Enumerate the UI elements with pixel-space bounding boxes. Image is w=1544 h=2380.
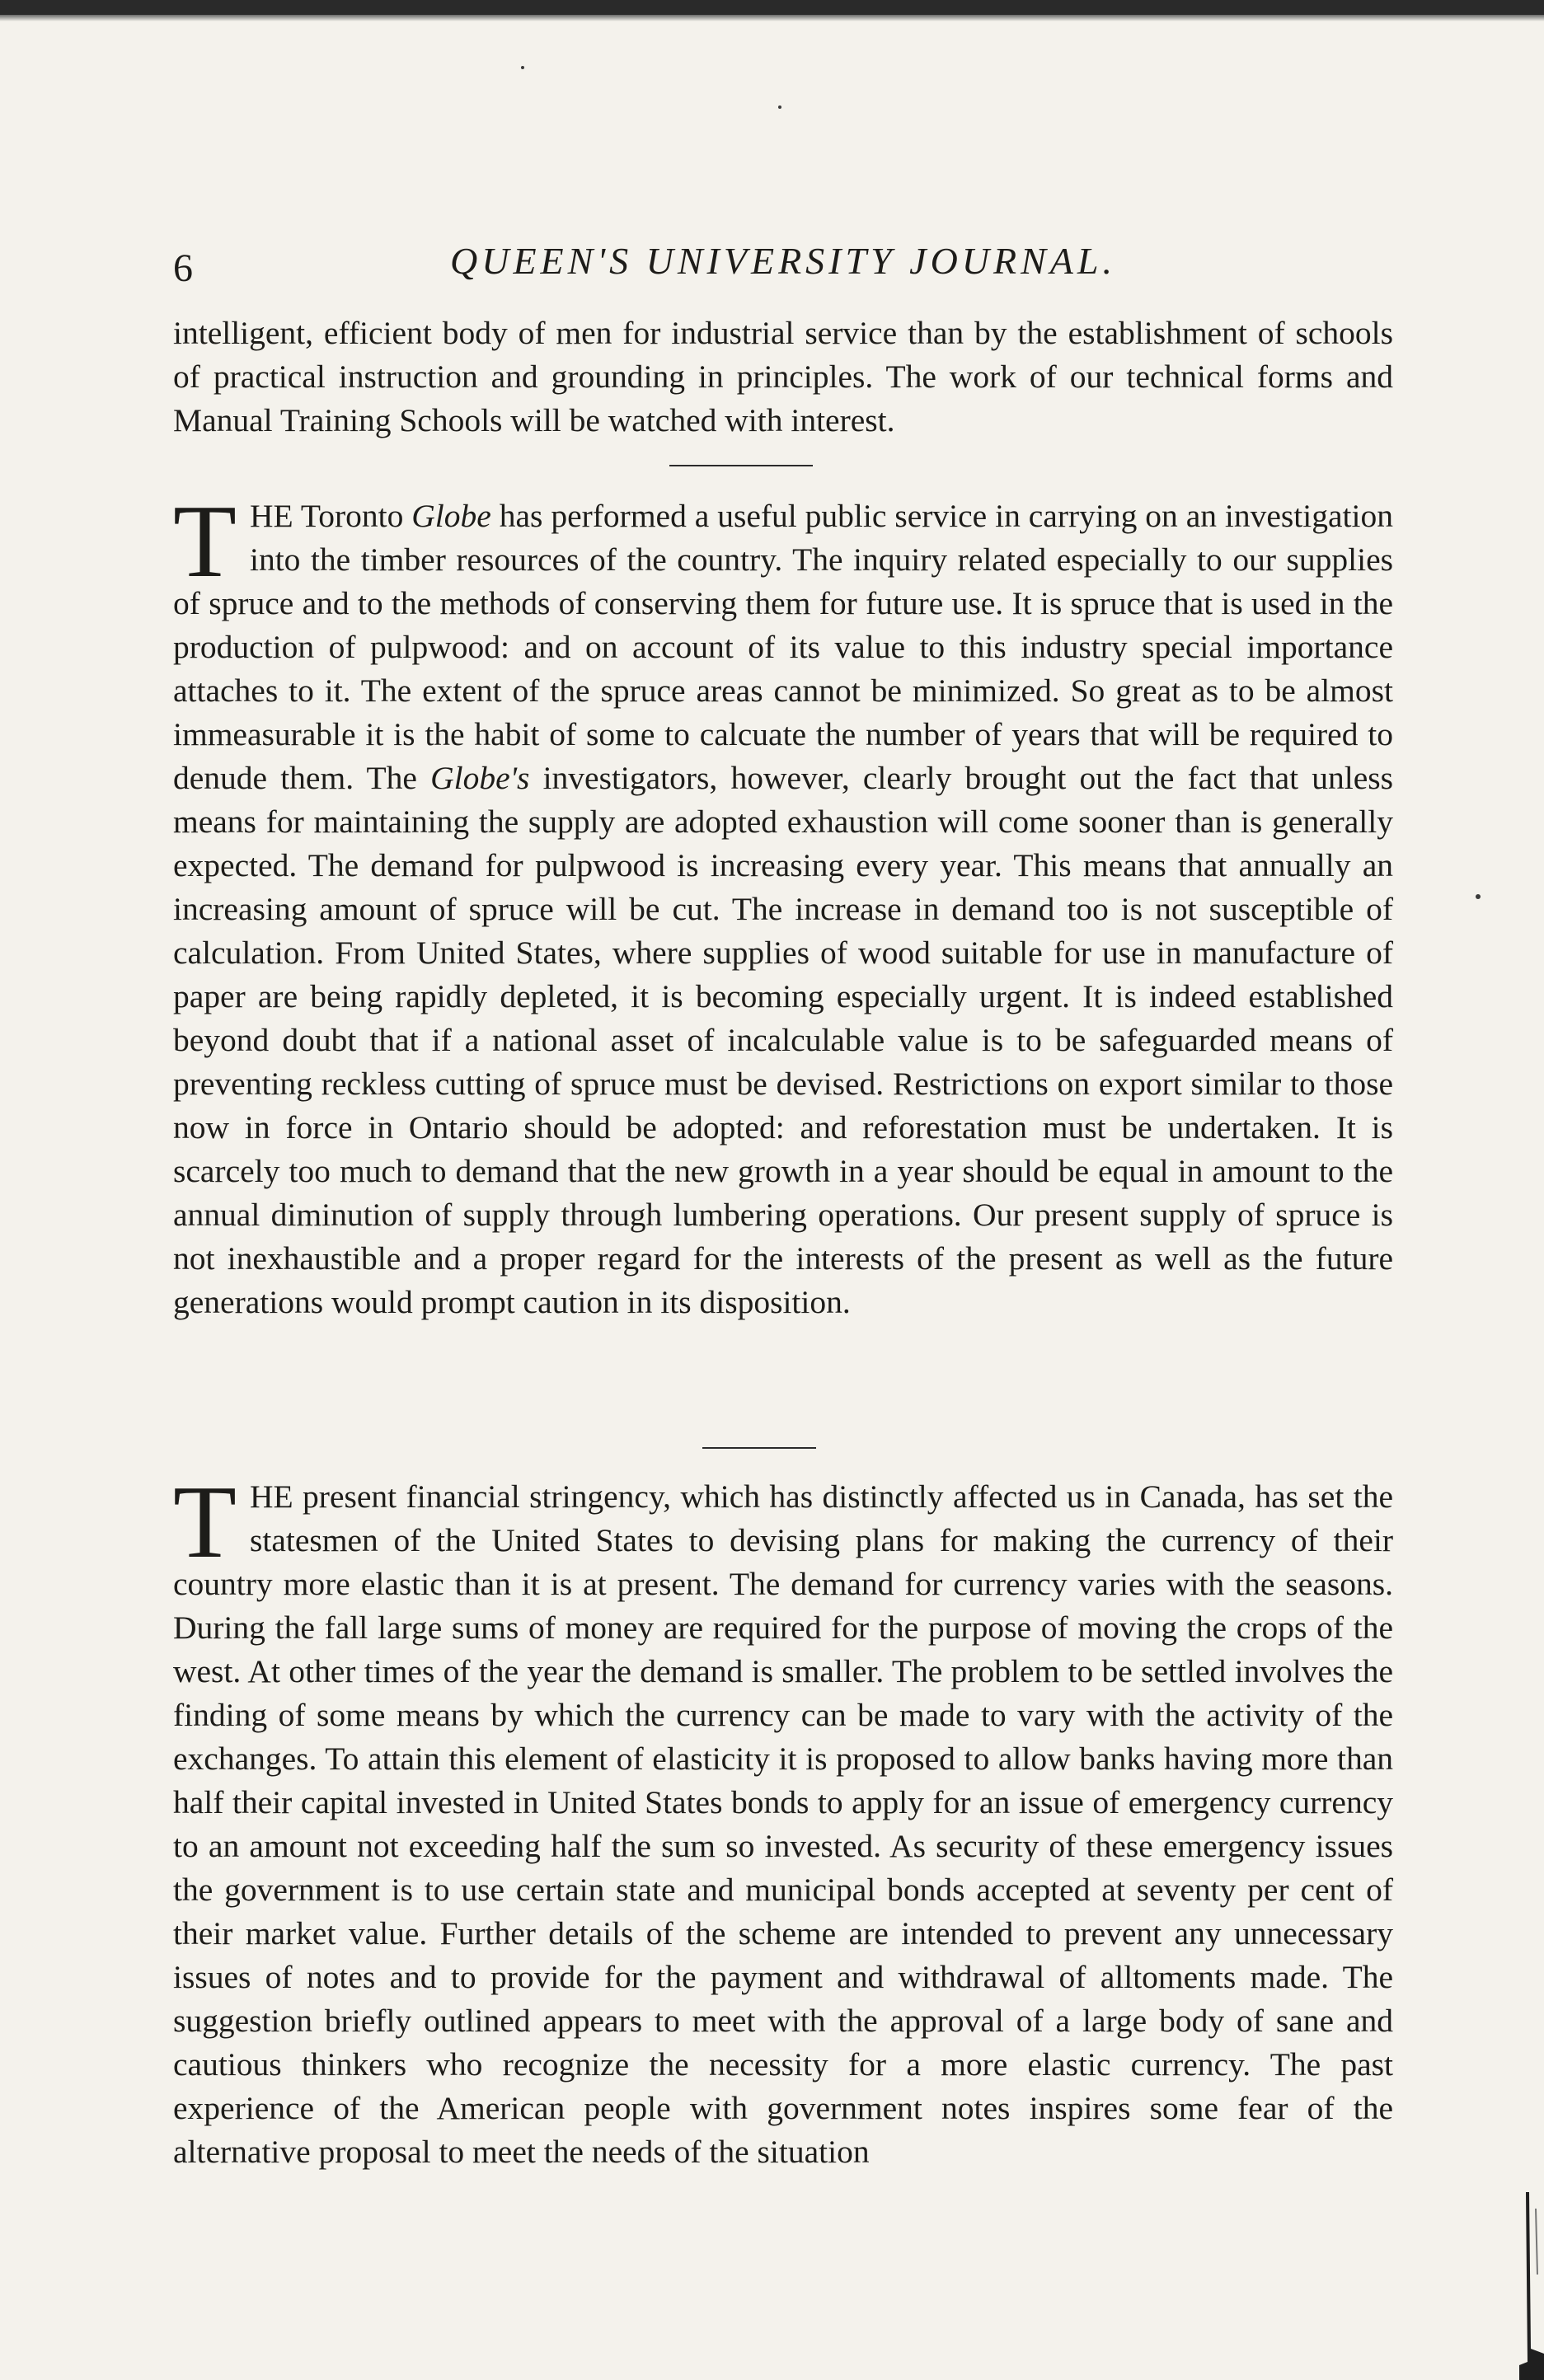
paragraph-text: investigators, however, clearly brought out the fact that unless means for maintaining the supply are adopted exhaustion will come sooner than is generally expected. The demand for pulpwood is increasing every year. This means that annually an increasing amount of spruce will be cut. The increase in demand too is not susceptible of calculation. From United States, where supplies of wood suitable for use in manufacture of paper are being rapidly depleted, it is becoming especially urgent. It is indeed established beyond doubt that if a national asset of incalculable value is to be safeguarded means of preventing reckless cutting of spruce must be devised. Restrictions on export similar to those now in force in Ontario should be adopted: and reforestation must be undertaken. It is scarcely too much to demand that the new growth in a year should be equal in amount to the annual diminution of supply through lumbering operations. Our present supply of spruce is not inexhaustible and a proper regard for the interests of the present as well as the future generations would prompt caution in its disposition. — [173, 760, 1393, 1320]
speck — [778, 105, 781, 109]
section-divider — [669, 465, 813, 466]
newspaper-title: Globe — [411, 498, 491, 534]
newspaper-title: Globe's — [430, 760, 530, 796]
continuation-paragraph: intelligent, efficient body of men for industrial service than by the establishment of schools of practical instruction and grounding in principles. The work of our technical forms and Manual Training Schools will be watched with interest. — [173, 315, 1393, 438]
currency-editorial — [173, 1465, 1393, 2174]
scan-top-shadow — [0, 15, 1544, 21]
globe-editorial — [173, 485, 1393, 1324]
scan-top-edge — [0, 0, 1544, 15]
page-number: 6 — [173, 246, 193, 290]
globe-editorial-paragraph — [173, 485, 1393, 1324]
speck — [1476, 894, 1481, 899]
speck — [521, 66, 524, 69]
currency-editorial-paragraph — [173, 1465, 1393, 2174]
running-title: QUEEN'S UNIVERSITY JOURNAL. — [450, 240, 1116, 282]
scan-right-edge — [1495, 2159, 1544, 2380]
drop-cap: T — [173, 1465, 237, 1580]
section-divider — [702, 1447, 816, 1449]
continuation-paragraph-block — [173, 312, 1393, 443]
paragraph-text: HE present financial stringency, which has distinctly affected us in Canada, has set the statesmen of the United States to devising plans for making the currency of their country more elastic than it is at present. The demand for currency varies with the seasons. During the fall large sums of money are required for the purpose of moving the crops of the west. At other times of the year the demand is smaller. The problem to be settled involves the finding of some means by which the currency can be made to vary with the activity of the exchanges. To attain this element of elasticity it is proposed to allow banks having more than half their capital invested in United States bonds to apply for an issue of emergency currency to an amount not exceeding half the sum so invested. As security of these emergency issues the government is to use certain state and municipal bonds accepted at seventy per cent of their market value. Further details of the scheme are intended to prevent any unnecessary issues of notes and to provide for the payment and withdrawal of alltoments made. The suggestion briefly outlined appears to meet with the approval of a large body of sane and cautious thinkers who recognize the necessity for a more elastic currency. The past experience of the American people with government notes inspires some fear of the alternative proposal to meet the needs of the situation — [173, 1478, 1393, 2170]
paragraph-text: has performed a useful public service in carrying on an investigation into the timber resources of the country. The inquiry related especially to our supplies of spruce and to the methods of conserving them for future use. It is spruce that is used in the production of pulpwood: and on account of its value to this industry special importance attaches to it. The extent of the spruce areas cannot be minimized. So great as to be almost immeasurable it is the habit of some to calcuate the number of years that will be required to denude them. The — [173, 498, 1393, 796]
drop-cap: T — [173, 485, 237, 599]
page-header — [173, 231, 1393, 297]
paragraph-text: HE Toronto — [249, 498, 412, 534]
